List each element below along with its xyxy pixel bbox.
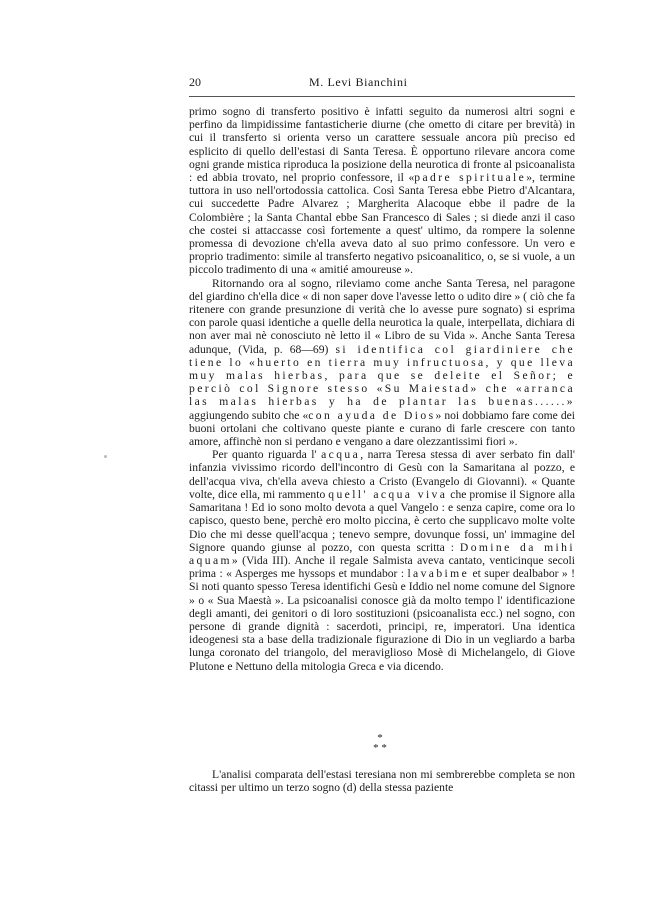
spaced-emphasis: Domine da mihi aquam (189, 540, 575, 567)
paragraph (189, 277, 575, 449)
spaced-emphasis: si identifica col giardiniere che tiene lo «huerto en tierra muy infructuosa, y que lleva muy malas hierbas, para que se deleite el Señor; e perciò col Signore stesso «Su Maiestad» che «arranca las malas hierbas y ha de plantar las buenas......» (189, 342, 575, 409)
text-run: che promise il Signore alla Samaritana ! Ed io sono molto devota a quel Vangelo : e senza capire, come ora lo capisco, questo bene, perchè ero molto piccina, è certo che supplicavo molte volte Dio che mi desse quell'acqua ; tenevo sempre, dovunque fossi, un' immagine del Signore quando giunse al pozzo, con questa scritta : (189, 487, 575, 554)
margin-speck (104, 455, 107, 458)
final-paragraph: L'analisi comparata dell'estasi teresiana non mi sembrerebbe completa se non citassi per ultimo un terzo sogno (d) della stessa paziente (189, 768, 575, 795)
text-run: », termine tuttora in uso nell'ortodossia cattolica. Così Santa Teresa ebbe Pietro d'Alcantara, cui succedette Padre Alvarez ; Margherita Alacoque ebbe il padre de la Colombière ; la Santa Chantal ebbe San Francesco di Sales ; si diede anzi il caso che costei si attaccasse così fortemente a quest' ultimo, da rompere la solenne promessa di devozione ch'ella aveva dato al suo primo confessore. Un vero e proprio tradimento: simile al transferto negativo psicoanalitico, o, se si vuole, a un piccolo tradimento di una « amitié amoureuse ». (189, 171, 575, 277)
text-run: aggiungendo subito che « (189, 408, 309, 422)
text-run: » noi dobbiamo fare come dei buoni ortolani che coltivano queste piante e curano di farle crescere con tanto amore, affinchè non si perdano e vengano a dare olezzantissimi fiori ». (189, 408, 575, 449)
page-number: 20 (189, 75, 201, 89)
text-run: Ritornando ora al sogno, rileviamo come anche Santa Teresa, nel paragone del giardino ch'ella dice « di non saper dove l'avesse letto o udito dire » ( ciò che fa ritenere con grande presunzione di verità che lo avesse pure sognato) si esprima con parole quasi identiche a quelle della neurotica la quale, interpellata, dichiara di non aver mai nè conosciuto nè letto il « Libro de su Vida ». Anche Santa Teresa adunque, (Vida, p. 68—69) (189, 276, 575, 356)
section-separator (360, 733, 400, 753)
paragraph (189, 105, 575, 277)
final-text (189, 768, 575, 794)
paragraph (189, 448, 575, 672)
separator-top-star: * (377, 732, 383, 744)
text-run: Per quanto riguarda l' (212, 448, 322, 462)
spaced-emphasis: con ayuda de Dios (308, 408, 436, 422)
header-rule (189, 96, 575, 97)
text-run: primo sogno di transferto positivo è infatti seguito da numerosi altri sogni e perfino da limpidissime fantasticherie diurne (che ometto di citare per brevità) in cui il transferto si orienta verso un carattere sessuale ancora più preciso ed esplicito di quello dell'estasi di Santa Teresa. È opportuno rilevare ancora come ogni grande mistica riproduca la posizione della neurotica di fronte al psicoanalista : ed abbia trovato, nel proprio confessore, il « (189, 105, 575, 185)
running-head: M. Levi Bianchini (309, 75, 408, 89)
spaced-emphasis: lavabime (407, 567, 470, 581)
text-run: et super dealbabor » ! Si noti quanto spesso Teresa identifichi Gesù e Iddio nel nome comune del Signore » o « Sua Maestà ». La psicoanalisi conosce già da molto tempo l' identificazione degli amanti, dei genitori o di loro sostituzioni (psicoanalista ecc.) nel sogno, con persone di grande dignità : sacerdoti, principi, re, imperatori. Una identica ideogenesi sta a base della tradizionale figurazione di Dio in un vegliardo a barba lunga coronato del triangolo, del meraviglioso Mosè di Michelangelo, di Giove Plutone e Nettuno della mitologia Greca e via dicendo. (189, 567, 575, 673)
text-run: , narra Teresa stessa di aver serbato fin dall' infanzia vivissimo ricordo dell'incontro di Gesù con la Samaritana al pozzo, e dell'acqua viva, ch'ella aveva chiesto a Cristo (Evangelo di Giovanni). « Quante volte, dice ella, mi rammento (189, 448, 575, 501)
separator-bottom-stars: * * (373, 742, 387, 754)
spaced-emphasis: quell' acqua viva (328, 487, 448, 501)
body-text (189, 105, 575, 673)
spaced-emphasis: acqua (321, 448, 361, 462)
page-header (189, 75, 575, 91)
text-run: » (Vida III). Anche il regale Salmista aveva cantato, venticinque secoli prima : « Asperges me hyssops et mundabor : (189, 553, 575, 581)
spaced-emphasis: padre spirituale (414, 171, 527, 185)
